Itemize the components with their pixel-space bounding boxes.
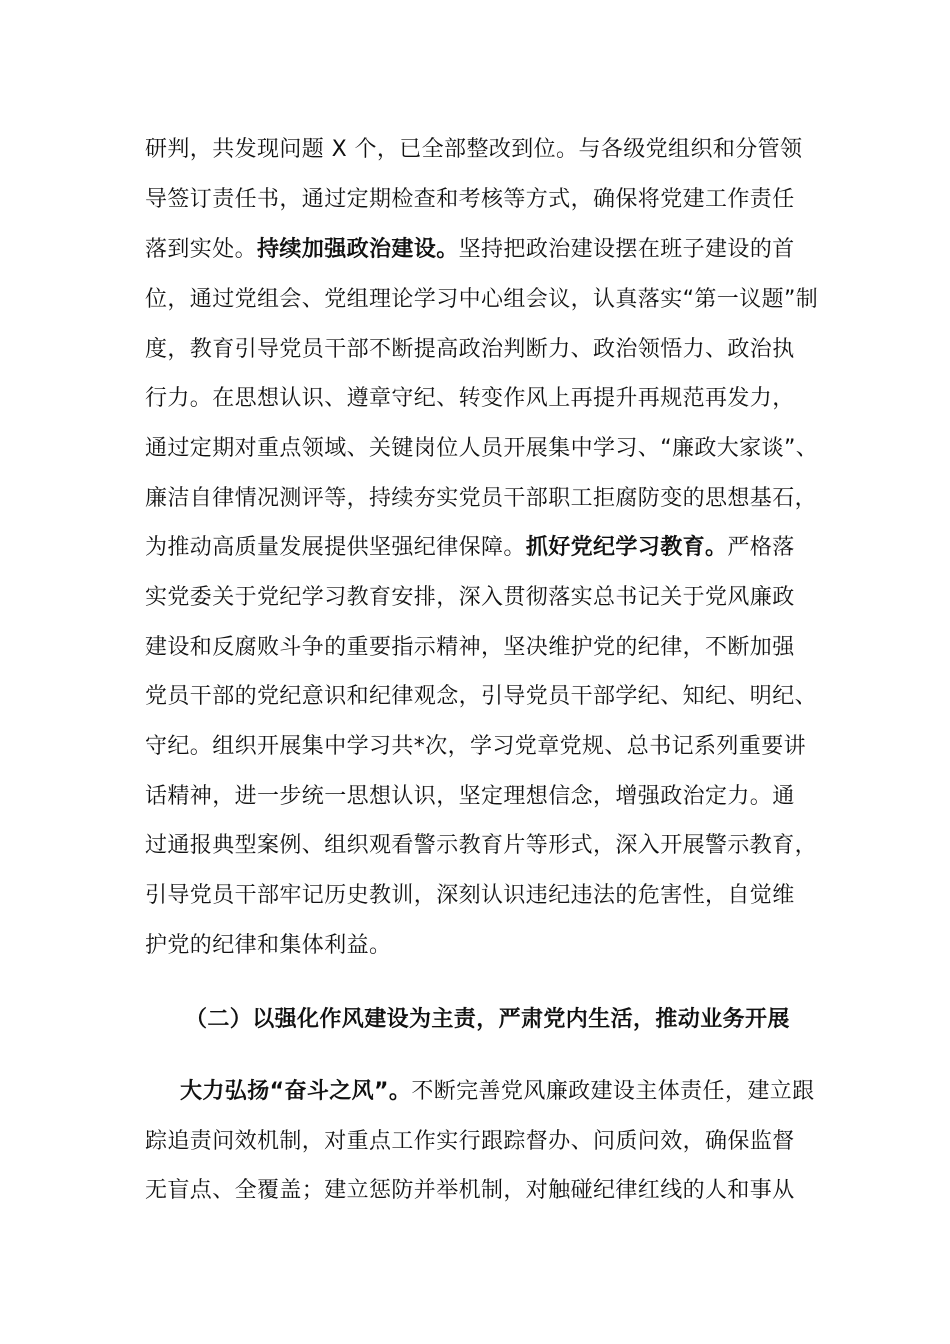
- text-line: 实党委关于党纪学习教育安排，深入贯彻落实总书记关于党风廉政: [145, 585, 795, 610]
- text-line: 无盲点、全覆盖；建立惩防并举机制，对触碰纪律红线的人和事从: [145, 1178, 795, 1203]
- text-line: 行力。在思想认识、遵章守纪、转变作风上再提升再规范再发力，: [145, 386, 795, 411]
- section-heading: （二）以强化作风建设为主责，严肃党内生活，推动业务开展: [185, 1007, 790, 1032]
- text-line: 导签订责任书，通过定期检查和考核等方式，确保将党建工作责任: [145, 187, 795, 212]
- text-segment: 坚持把政治建设摆在班子建设的首: [458, 237, 795, 262]
- text-line: 守纪。组织开展集中学习共*次，学习党章党规、总书记系列重要讲: [145, 734, 807, 759]
- text-line: 踪追责问效机制，对重点工作实行跟踪督办、问质问效，确保监督: [145, 1129, 795, 1154]
- text-line: 通过定期对重点领域、关键岗位人员开展集中学习、“廉政大家谈”、: [145, 436, 819, 461]
- text-line: 护党的纪律和集体利益。: [145, 933, 392, 958]
- bold-subheading: 大力弘扬“奋斗之风”。: [180, 1079, 412, 1104]
- text-line: 建设和反腐败斗争的重要指示精神，坚决维护党的纪律，不断加强: [145, 635, 795, 660]
- text-line: [145, 230, 795, 270]
- text-line: 过通报典型案例、组织观看警示教育片等形式，深入开展警示教育，: [145, 833, 818, 858]
- text-line: 党员干部的党纪意识和纪律观念，引导党员干部学纪、知纪、明纪、: [145, 684, 818, 709]
- text-segment: 严格落: [727, 535, 795, 560]
- text-segment: 不断完善党风廉政建设主体责任，建立跟: [411, 1079, 815, 1104]
- text-line: 话精神，进一步统一思想认识，坚定理想信念，增强政治定力。通: [145, 784, 795, 809]
- text-line: 廉洁自律情况测评等，持续夯实党员干部职工拒腐防变的思想基石，: [145, 486, 818, 511]
- text-line: [180, 1072, 815, 1112]
- text-line: 位，通过党组会、党组理论学习中心组会议，认真落实“第一议题”制: [145, 287, 819, 312]
- bold-subheading: 抓好党纪学习教育。: [525, 535, 728, 560]
- text-line: 研判，共发现问题 X 个，已全部整改到位。与各级党组织和分管领: [145, 137, 803, 162]
- text-line: 度，教育引导党员干部不断提高政治判断力、政治领悟力、政治执: [145, 337, 795, 362]
- text-line: [145, 528, 795, 568]
- bold-subheading: 持续加强政治建设。: [257, 237, 459, 262]
- text-segment: 为推动高质量发展提供坚强纪律保障。: [145, 535, 526, 560]
- text-segment: 落到实处。: [145, 237, 258, 262]
- text-line: 引导党员干部牢记历史教训，深刻认识违纪违法的危害性，自觉维: [145, 883, 795, 908]
